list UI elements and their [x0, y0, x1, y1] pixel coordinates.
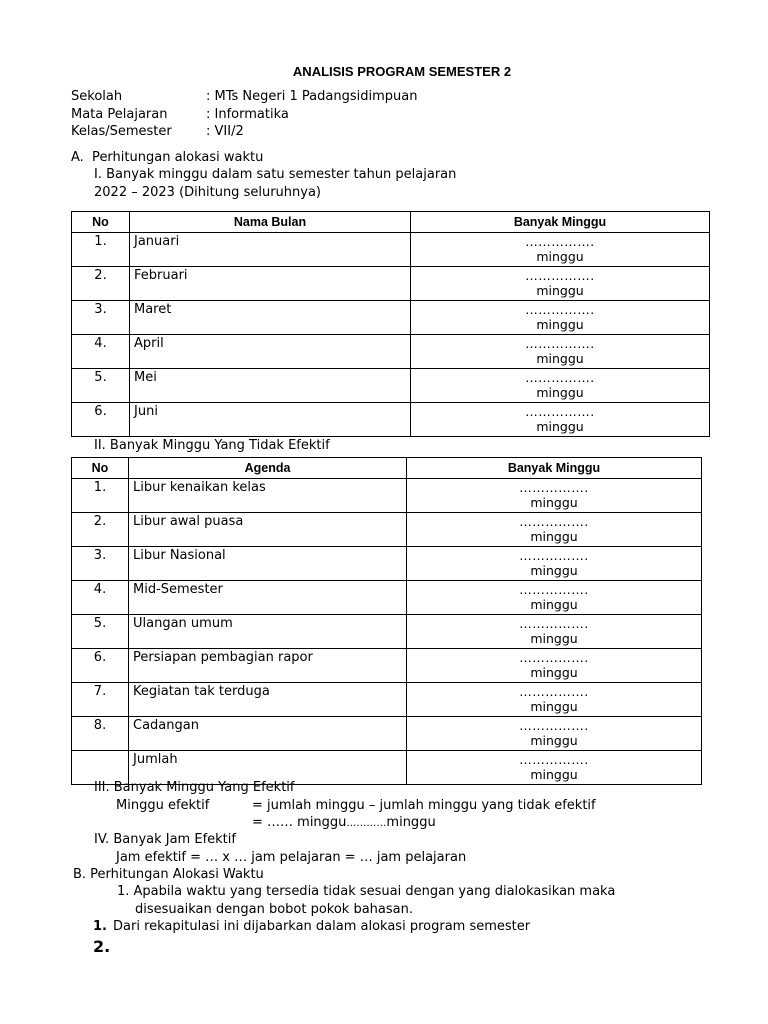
weeks-blank: ……………. — [525, 370, 595, 385]
row-weeks — [407, 683, 702, 717]
row-weeks — [407, 615, 702, 649]
row-label: Mid-Semester — [129, 581, 407, 615]
section-b-item2-text: Dari rekapitulasi ini dijabarkan dalam alokasi program semester — [113, 919, 531, 934]
weeks-unit: minggu — [530, 562, 578, 578]
weeks-blank: ……………. — [519, 718, 589, 733]
row-number: 6. — [72, 403, 130, 437]
info-row-school — [71, 88, 417, 106]
row-label: Mei — [130, 369, 411, 403]
table-row — [72, 301, 710, 335]
table-row — [72, 335, 710, 369]
identity-block — [71, 88, 417, 141]
col-header-weeks: Banyak Minggu — [411, 212, 710, 233]
weeks-unit: minggu — [530, 630, 578, 646]
section-b-item2-number: 1. — [93, 919, 107, 934]
row-weeks — [407, 717, 702, 751]
table-row — [72, 403, 710, 437]
weeks-unit: minggu — [530, 766, 578, 782]
col-header-weeks: Banyak Minggu — [407, 458, 702, 479]
row-weeks — [411, 267, 710, 301]
weeks-unit: minggu — [530, 698, 578, 714]
section-b-heading: B. Perhitungan Alokasi Waktu — [73, 867, 264, 882]
row-number: 1. — [72, 479, 129, 513]
row-number: 5. — [72, 369, 130, 403]
row-label: Libur kenaikan kelas — [129, 479, 407, 513]
section-a-sub2-heading: II. Banyak Minggu Yang Tidak Efektif — [94, 438, 330, 453]
section-a-sub1-line2: 2022 – 2023 (Dihitung seluruhnya) — [94, 185, 321, 200]
row-label: Ulangan umum — [129, 615, 407, 649]
page-title: ANALISIS PROGRAM SEMESTER 2 — [292, 64, 512, 79]
row-number: 5. — [72, 615, 129, 649]
weeks-blank: ……………. — [519, 548, 589, 563]
row-number: 1. — [72, 233, 130, 267]
row-number: 4. — [72, 335, 130, 369]
effective-hours-formula: Jam efektif = … x … jam pelajaran = … jam pelajaran — [116, 850, 467, 865]
info-row-subject — [71, 106, 417, 124]
row-label: April — [130, 335, 411, 369]
row-label: Kegiatan tak terduga — [129, 683, 407, 717]
weeks-blank: ……………. — [519, 514, 589, 529]
table-row — [72, 717, 702, 751]
row-label: Juni — [130, 403, 411, 437]
row-number: 4. — [72, 581, 129, 615]
info-label: Kelas/Semester — [71, 124, 172, 139]
table-row — [72, 615, 702, 649]
info-value: : MTs Negeri 1 Padangsidimpuan — [206, 89, 418, 104]
weeks-blank: ……………. — [519, 684, 589, 699]
table-header-row — [72, 458, 702, 479]
table-row — [72, 581, 702, 615]
row-number: 3. — [72, 547, 129, 581]
section-a-sub1-line1: I. Banyak minggu dalam satu semester tahun pelajaran — [94, 167, 457, 182]
weeks-unit: minggu — [530, 494, 578, 510]
weeks-blank: ……………. — [519, 582, 589, 597]
row-label: Persiapan pembagian rapor — [129, 649, 407, 683]
weeks-blank: ……………. — [519, 616, 589, 631]
row-number: 8. — [72, 717, 129, 751]
row-number: 2. — [72, 267, 130, 301]
table-row — [72, 267, 710, 301]
info-value: : VII/2 — [206, 124, 244, 139]
row-number: 6. — [72, 649, 129, 683]
info-value: : Informatika — [206, 106, 289, 122]
effective-weeks-formula-1: = jumlah minggu – jumlah minggu yang tidak efektif — [252, 798, 596, 813]
row-weeks — [407, 547, 702, 581]
info-row-class — [71, 123, 417, 141]
weeks-blank: ……………. — [519, 650, 589, 665]
weeks-blank: ……………. — [525, 404, 595, 419]
section-a-sub3-heading: III. Banyak Minggu Yang Efektif — [94, 780, 295, 795]
row-weeks — [411, 403, 710, 437]
table-row — [72, 649, 702, 683]
weeks-blank: ……………. — [525, 336, 595, 351]
row-weeks — [411, 335, 710, 369]
weeks-unit: minggu — [536, 418, 584, 434]
weeks-unit: minggu — [536, 384, 584, 400]
weeks-blank: ……………. — [525, 234, 595, 249]
col-header-month: Nama Bulan — [130, 212, 411, 233]
row-number: 3. — [72, 301, 130, 335]
row-weeks — [411, 369, 710, 403]
weeks-unit: minggu — [530, 528, 578, 544]
table-row — [72, 479, 702, 513]
weeks-unit: minggu — [536, 248, 584, 264]
section-a-heading: A. Perhitungan alokasi waktu — [71, 150, 264, 165]
col-header-agenda: Agenda — [129, 458, 407, 479]
section-b-item3-number: 2. — [93, 937, 111, 956]
info-label: Mata Pelajaran — [71, 106, 168, 122]
weeks-unit: minggu — [536, 282, 584, 298]
row-label: Januari — [130, 233, 411, 267]
row-label: Maret — [130, 301, 411, 335]
row-label: Libur Nasional — [129, 547, 407, 581]
weeks-blank: ……………. — [519, 752, 589, 767]
row-weeks — [407, 581, 702, 615]
formula-dots: ………… — [346, 818, 387, 829]
table-row — [72, 233, 710, 267]
row-label: Jumlah — [129, 751, 407, 785]
weeks-unit: minggu — [536, 316, 584, 332]
formula-part: = …… minggu — [252, 815, 347, 830]
weeks-unit: minggu — [530, 732, 578, 748]
section-b-item1-line1: 1. Apabila waktu yang tersedia tidak sesuai dengan yang dialokasikan maka — [117, 884, 616, 899]
section-a-sub4-heading: IV. Banyak Jam Efektif — [94, 832, 236, 847]
weeks-unit: minggu — [536, 350, 584, 366]
table-row — [72, 547, 702, 581]
effective-weeks-formula-2 — [252, 814, 436, 833]
table-header-row — [72, 212, 710, 233]
weeks-unit: minggu — [530, 664, 578, 680]
table-row — [72, 369, 710, 403]
table-row — [72, 513, 702, 547]
row-label: Libur awal puasa — [129, 513, 407, 547]
row-weeks — [407, 479, 702, 513]
weeks-blank: ……………. — [525, 268, 595, 283]
formula-unit: minggu — [386, 815, 436, 830]
non-effective-weeks-table — [71, 457, 702, 785]
section-b-item1-line2: disesuaikan dengan bobot pokok bahasan. — [135, 902, 414, 917]
table-row — [72, 683, 702, 717]
row-weeks — [407, 513, 702, 547]
months-table — [71, 211, 710, 437]
row-weeks — [411, 233, 710, 267]
weeks-blank: ……………. — [525, 302, 595, 317]
row-number: 7. — [72, 683, 129, 717]
weeks-blank: ……………. — [519, 480, 589, 495]
row-label: Cadangan — [129, 717, 407, 751]
row-weeks — [407, 751, 702, 785]
info-label: Sekolah — [71, 89, 123, 104]
weeks-unit: minggu — [530, 596, 578, 612]
row-label: Februari — [130, 267, 411, 301]
col-header-no: No — [72, 212, 130, 233]
row-weeks — [411, 301, 710, 335]
col-header-no: No — [72, 458, 129, 479]
row-number: 2. — [72, 513, 129, 547]
row-weeks — [407, 649, 702, 683]
effective-weeks-label: Minggu efektif — [116, 798, 210, 813]
